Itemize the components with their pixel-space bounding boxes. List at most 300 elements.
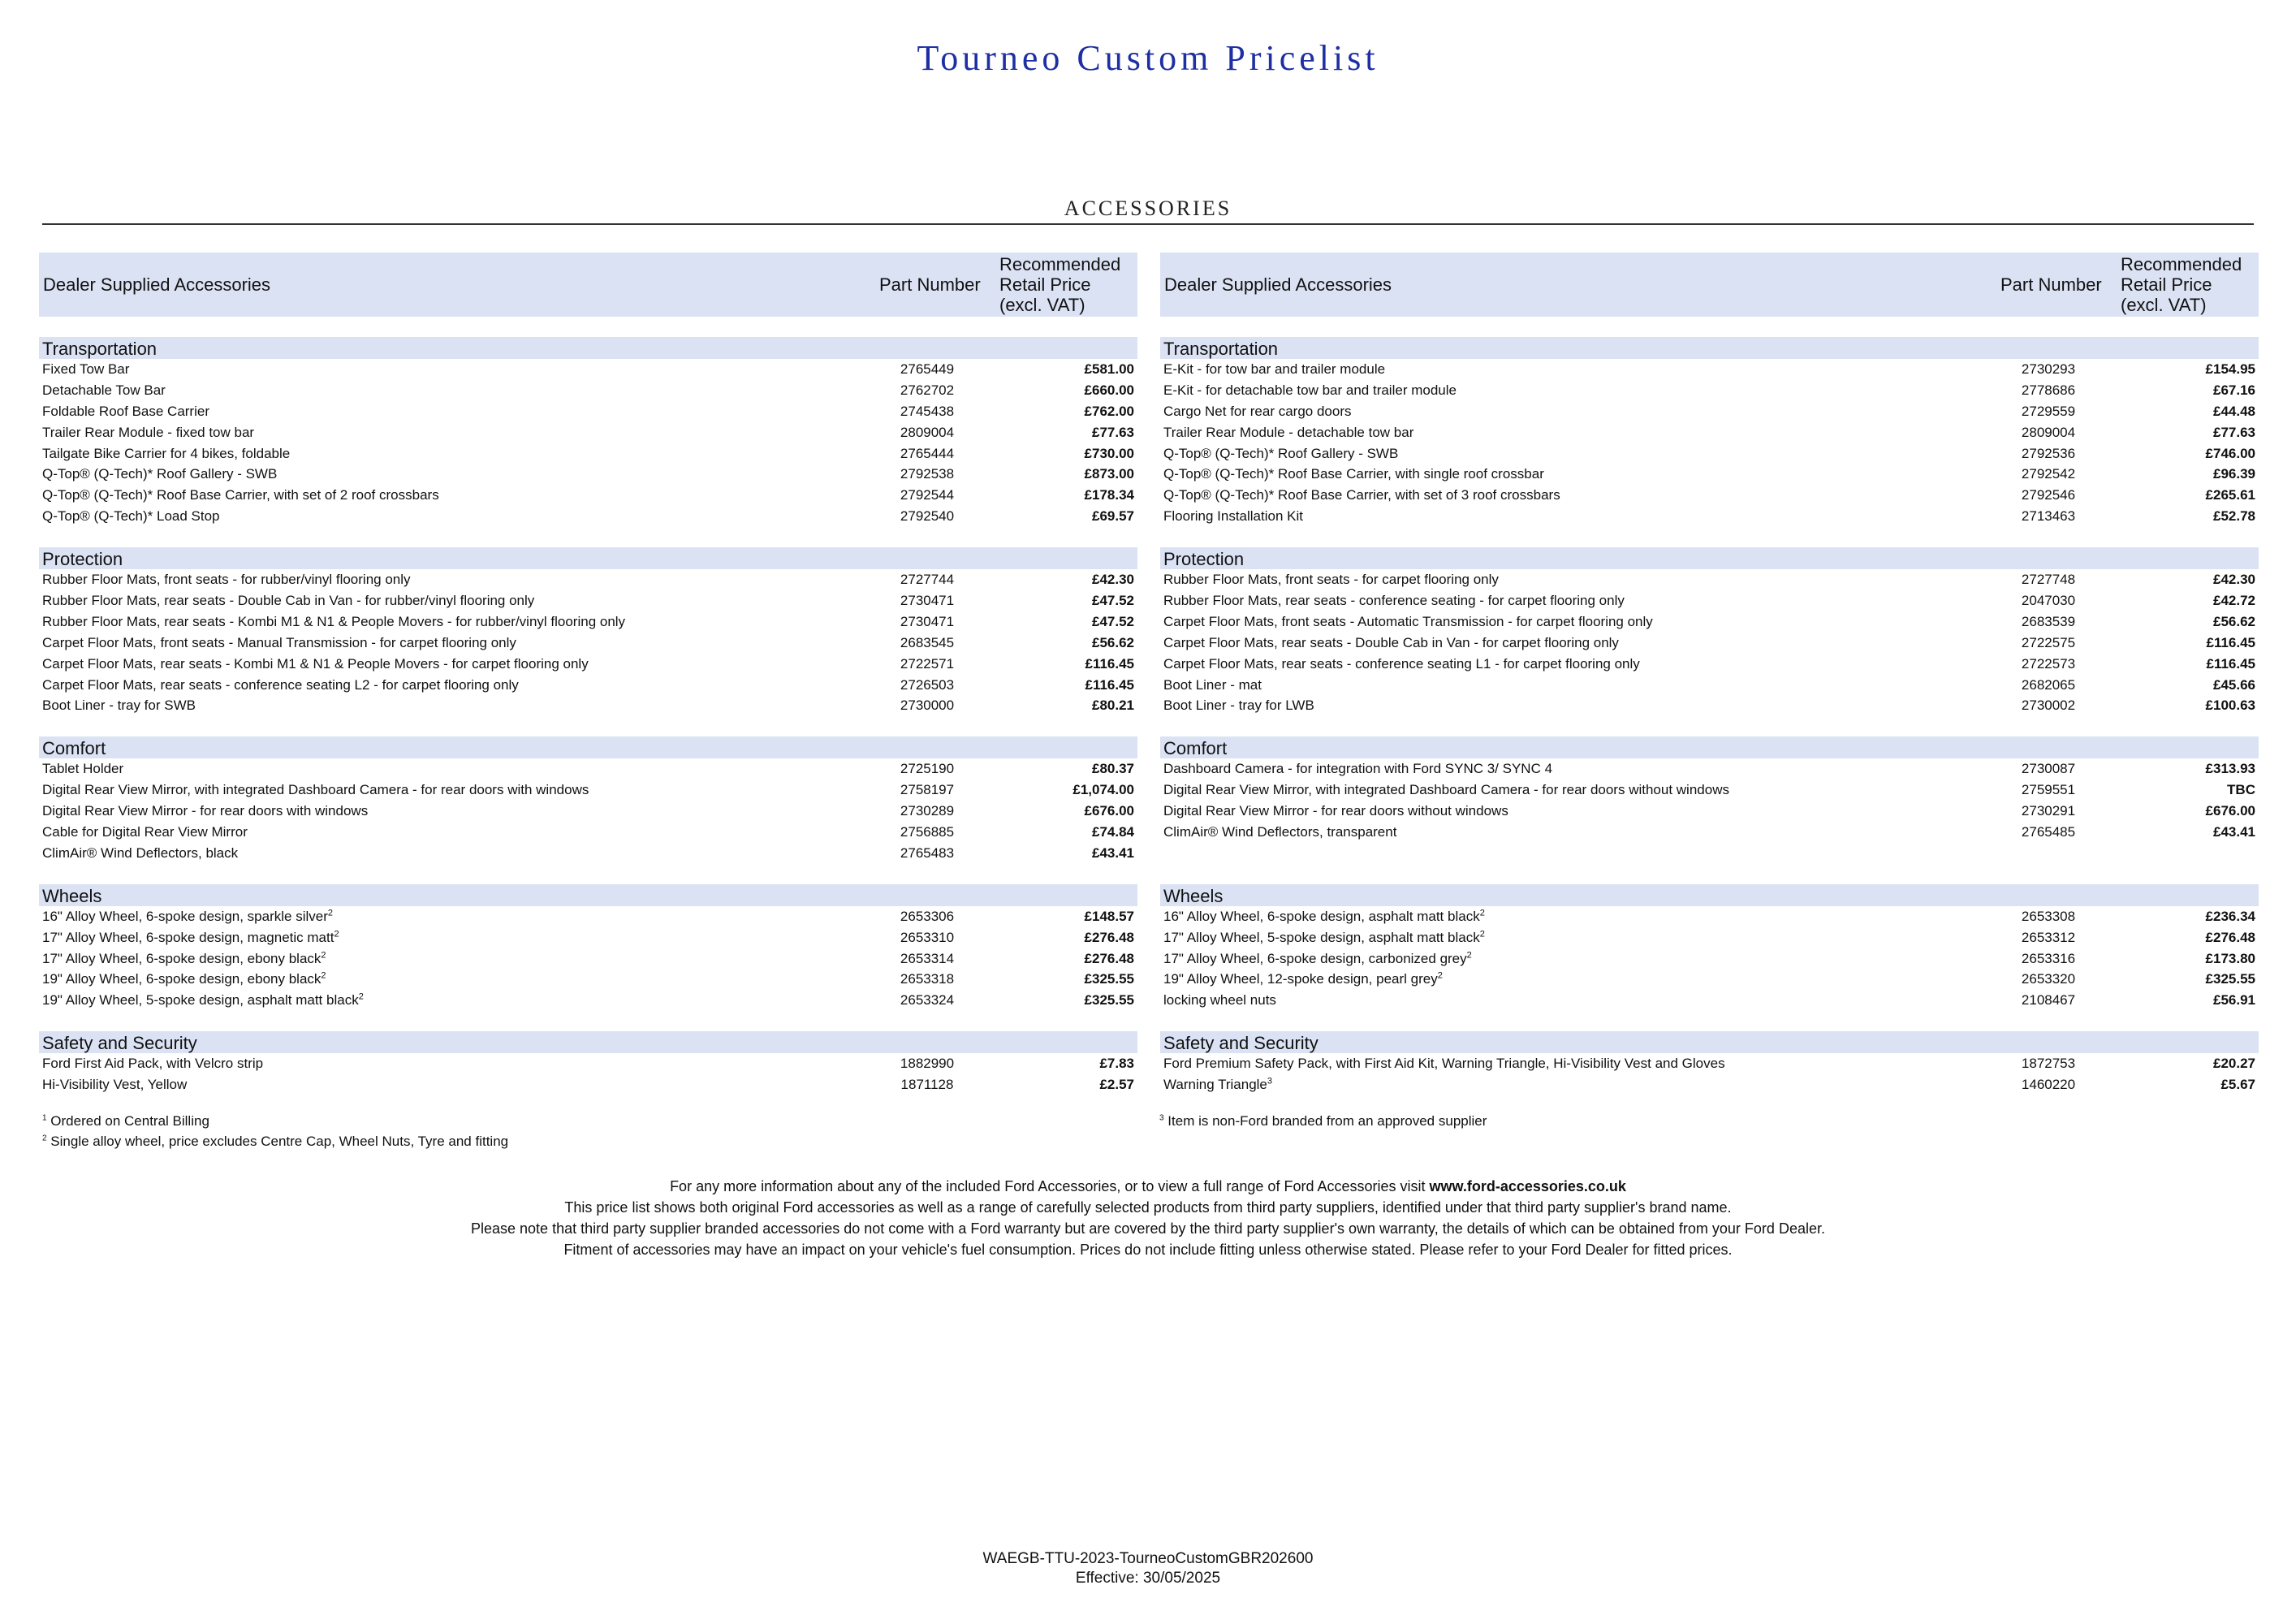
item-description-text: Fixed Tow Bar [42, 361, 130, 377]
price: £7.83 [1099, 1056, 1134, 1072]
part-number: 2792544 [900, 487, 955, 503]
item-description [39, 443, 874, 464]
group-safety-and-security [1160, 1031, 2259, 1095]
part-number: 2730291 [2021, 803, 2076, 819]
table-row [39, 1053, 1137, 1074]
group-heading: Safety and Security [39, 1031, 1137, 1053]
footnote-mark: 3 [1159, 1113, 1164, 1123]
item-description-text: Carpet Floor Mats, rear seats - conference seating L2 - for carpet flooring only [42, 676, 519, 693]
part-number: 1882990 [900, 1056, 955, 1072]
item-description [39, 906, 874, 927]
price: £56.91 [2213, 992, 2255, 1009]
price: £45.66 [2213, 676, 2255, 693]
price: £20.27 [2213, 1056, 2255, 1072]
item-description [39, 780, 874, 801]
item-description-text: Q-Top® (Q-Tech)* Roof Base Carrier, with set of 2 roof crossbars [42, 487, 439, 503]
price: £276.48 [1084, 950, 1134, 966]
price: £100.63 [2205, 698, 2255, 714]
table-row [39, 485, 1137, 506]
group-heading: Comfort [39, 736, 1137, 758]
table-row [39, 654, 1137, 675]
price: £43.41 [1092, 844, 1134, 861]
item-description-text: Carpet Floor Mats, rear seats - conference seating L1 - for carpet flooring only [1163, 655, 1640, 672]
part-number: 2759551 [2021, 782, 2076, 798]
item-description-text: Tablet Holder [42, 761, 124, 777]
part-number: 2683545 [900, 634, 955, 650]
item-description [1160, 485, 1996, 506]
item-description-text: locking wheel nuts [1163, 992, 1276, 1009]
item-description [1160, 969, 1996, 990]
part-number: 2765444 [900, 445, 955, 461]
footnote-text: Ordered on Central Billing [50, 1113, 209, 1129]
table-row [1160, 1074, 2259, 1095]
item-description-text: Digital Rear View Mirror - for rear doors with windows [42, 803, 369, 819]
price: £116.45 [2206, 634, 2255, 650]
footnote [42, 1111, 1137, 1131]
part-number: 2809004 [2021, 424, 2076, 440]
footnotes-left [42, 1111, 1137, 1151]
price: £676.00 [2205, 803, 2255, 819]
item-description-text: Warning Triangle [1163, 1077, 1267, 1093]
price: £80.21 [1092, 698, 1134, 714]
price: £77.63 [1092, 424, 1134, 440]
item-description [39, 927, 874, 948]
price: £47.52 [1092, 593, 1134, 609]
item-description [39, 611, 874, 633]
table-row [1160, 948, 2259, 970]
part-number: 2653324 [900, 992, 955, 1009]
item-description [1160, 906, 1996, 927]
item-description [1160, 1053, 1996, 1074]
table-row [1160, 485, 2259, 506]
part-number: 2730087 [2021, 761, 2076, 777]
price: £52.78 [2213, 508, 2255, 525]
item-description-text: E-Kit - for detachable tow bar and trailer module [1163, 382, 1457, 398]
item-description [39, 569, 874, 590]
price: £77.63 [2213, 424, 2255, 440]
item-description-text: Detachable Tow Bar [42, 382, 166, 398]
price: £236.34 [2205, 908, 2255, 924]
item-description-text: 17" Alloy Wheel, 6-spoke design, magnetic matt [42, 929, 334, 945]
info-line: Fitment of accessories may have an impact on your vehicle's fuel consumption. Prices do not include fitting unless otherwise stated. Please refer to your Ford Dealer for fitted prices. [563, 1242, 1733, 1258]
part-number: 2792538 [900, 466, 955, 482]
item-description-text: 16" Alloy Wheel, 6-spoke design, asphalt matt black [1163, 908, 1480, 924]
part-number: 2765483 [900, 844, 955, 861]
part-number: 2727748 [2021, 572, 2076, 588]
price: £42.30 [1092, 572, 1134, 588]
part-number: 2653314 [900, 950, 955, 966]
table-row [39, 969, 1137, 990]
part-number: 2653312 [2021, 929, 2076, 945]
table-row [1160, 969, 2259, 990]
table-header [39, 253, 1137, 317]
footnote-marker: 2 [1479, 929, 1485, 939]
footnotes [42, 1111, 2254, 1151]
document-code: WAEGB-TTU-2023-TourneoCustomGBR202600 [982, 1550, 1314, 1567]
footnote-marker: 2 [358, 991, 364, 1002]
table-row [1160, 822, 2259, 843]
table-row [39, 359, 1137, 380]
item-description [39, 1053, 874, 1074]
price: £276.48 [2205, 929, 2255, 945]
table-row [1160, 780, 2259, 801]
part-number: 2727744 [900, 572, 955, 588]
group-transportation [1160, 337, 2259, 527]
table-row [39, 780, 1137, 801]
table-row [39, 401, 1137, 422]
item-description-text: Trailer Rear Module - detachable tow bar [1163, 424, 1414, 440]
item-description [1160, 464, 1996, 485]
price: £276.48 [1084, 929, 1134, 945]
item-description [39, 843, 874, 864]
footnote-marker: 2 [1437, 970, 1443, 981]
item-description-text: Carpet Floor Mats, front seats - Automatic Transmission - for carpet flooring only [1163, 613, 1653, 629]
part-number: 2713463 [2021, 508, 2076, 525]
price: £154.95 [2205, 361, 2255, 377]
item-description [1160, 758, 1996, 780]
footnote-marker: 2 [1479, 908, 1485, 918]
item-description [1160, 569, 1996, 590]
item-description-text: ClimAir® Wind Deflectors, black [42, 844, 239, 861]
part-number: 2792540 [900, 508, 955, 525]
item-description-text: 19" Alloy Wheel, 5-spoke design, asphalt matt black [42, 992, 359, 1009]
part-number: 2722575 [2021, 634, 2076, 650]
part-number: 2730289 [900, 803, 955, 819]
group-transportation [39, 337, 1137, 527]
table-row [39, 990, 1137, 1011]
item-description [1160, 1074, 1996, 1095]
part-number: 2722571 [900, 655, 955, 672]
part-number: 2653308 [2021, 908, 2076, 924]
item-description-text: Boot Liner - tray for LWB [1163, 698, 1314, 714]
footnote-marker: 2 [334, 929, 339, 939]
table-row [1160, 758, 2259, 780]
table-row [1160, 611, 2259, 633]
info-block [0, 1176, 2296, 1260]
footnote [1159, 1111, 2254, 1131]
price: £80.37 [1092, 761, 1134, 777]
footnote-text: Item is non-Ford branded from an approved supplier [1167, 1113, 1487, 1129]
item-description-text: Dashboard Camera - for integration with Ford SYNC 3/ SYNC 4 [1163, 761, 1553, 777]
group-safety-and-security [39, 1031, 1137, 1095]
price: £43.41 [2213, 824, 2255, 840]
part-number: 2778686 [2021, 382, 2076, 398]
item-description [1160, 801, 1996, 822]
price: £746.00 [2205, 445, 2255, 461]
ford-accessories-link[interactable]: www.ford-accessories.co.uk [1429, 1178, 1626, 1194]
table-row [39, 758, 1137, 780]
header-part-number: Part Number [2000, 274, 2102, 295]
item-description-text: Rubber Floor Mats, rear seats - conference seating - for carpet flooring only [1163, 593, 1625, 609]
part-number: 2809004 [900, 424, 955, 440]
item-description [1160, 927, 1996, 948]
item-description-text: 17" Alloy Wheel, 6-spoke design, ebony black [42, 950, 322, 966]
table-row [1160, 843, 2259, 864]
table-row [39, 464, 1137, 485]
table-row [1160, 654, 2259, 675]
table-row [39, 443, 1137, 464]
header-price: Recommended Retail Price (excl. VAT) [999, 254, 1121, 315]
group-protection [1160, 547, 2259, 716]
table-row [39, 906, 1137, 927]
table-row [1160, 590, 2259, 611]
item-description-text: ClimAir® Wind Deflectors, transparent [1163, 824, 1397, 840]
price: £44.48 [2213, 403, 2255, 419]
item-description-text: 17" Alloy Wheel, 6-spoke design, carbonized grey [1163, 950, 1467, 966]
price: £581.00 [1084, 361, 1134, 377]
footnote-text: Single alloy wheel, price excludes Centre Cap, Wheel Nuts, Tyre and fitting [50, 1134, 509, 1149]
footnote-mark: 2 [42, 1134, 47, 1143]
table-row [39, 590, 1137, 611]
item-description [1160, 611, 1996, 633]
section-divider [42, 223, 2254, 225]
group-heading: Transportation [1160, 337, 2259, 359]
page-title: Tourneo Custom Pricelist [917, 38, 1379, 78]
effective-date: Effective: 30/05/2025 [1075, 1570, 1221, 1587]
item-description-text: 19" Alloy Wheel, 6-spoke design, ebony black [42, 971, 322, 987]
price: £116.45 [2206, 655, 2255, 672]
item-description [1160, 359, 1996, 380]
part-number: 2756885 [900, 824, 955, 840]
right-table [1160, 253, 2259, 1095]
group-heading: Comfort [1160, 736, 2259, 758]
part-number: 2765485 [2021, 824, 2076, 840]
item-description-text: Q-Top® (Q-Tech)* Roof Base Carrier, with single roof crossbar [1163, 466, 1544, 482]
table-row [39, 843, 1137, 864]
table-row [1160, 401, 2259, 422]
info-line [0, 1176, 2296, 1197]
item-description [1160, 380, 1996, 401]
item-description-text: Carpet Floor Mats, front seats - Manual Transmission - for carpet flooring only [42, 634, 516, 650]
table-row [39, 611, 1137, 633]
item-description [1160, 590, 1996, 611]
item-description-text: Ford First Aid Pack, with Velcro strip [42, 1056, 264, 1072]
item-description-text: Cable for Digital Rear View Mirror [42, 824, 248, 840]
header-part-number: Part Number [879, 274, 981, 295]
table-row [1160, 464, 2259, 485]
info-line: This price list shows both original Ford accessories as well as a range of carefully selected products from third party suppliers, identified under that third party supplier's brand name. [564, 1199, 1732, 1216]
item-description-text: Q-Top® (Q-Tech)* Roof Gallery - SWB [42, 466, 278, 482]
table-row [39, 675, 1137, 696]
price: TBC [2227, 782, 2255, 798]
item-description-text: Rubber Floor Mats, front seats - for carpet flooring only [1163, 572, 1499, 588]
document-code-block [0, 1549, 2296, 1588]
price: £178.34 [1084, 487, 1134, 503]
group-protection [39, 547, 1137, 716]
group-heading: Safety and Security [1160, 1031, 2259, 1053]
section-title: ACCESSORIES [1064, 197, 1232, 220]
group-wheels [39, 884, 1137, 1011]
part-number: 2653316 [2021, 950, 2076, 966]
group-heading: Transportation [39, 337, 1137, 359]
item-description-text: Tailgate Bike Carrier for 4 bikes, foldable [42, 445, 291, 461]
table-row [39, 695, 1137, 716]
footnote-mark: 1 [42, 1113, 47, 1123]
item-description-text: Boot Liner - mat [1163, 676, 1262, 693]
price: £148.57 [1084, 908, 1134, 924]
price: £762.00 [1084, 403, 1134, 419]
item-description [39, 1074, 874, 1095]
part-number: 2792542 [2021, 466, 2076, 482]
price: £676.00 [1084, 803, 1134, 819]
price: £660.00 [1084, 382, 1134, 398]
group-heading: Protection [1160, 547, 2259, 569]
table-row [1160, 380, 2259, 401]
item-description [39, 822, 874, 843]
item-description [1160, 422, 1996, 443]
part-number: 2108467 [2021, 992, 2076, 1009]
part-number: 1460220 [2021, 1077, 2076, 1093]
item-description-text: 17" Alloy Wheel, 5-spoke design, asphalt matt black [1163, 929, 1480, 945]
table-row [1160, 422, 2259, 443]
price: £116.45 [1085, 655, 1134, 672]
part-number: 2792546 [2021, 487, 2076, 503]
price: £1,074.00 [1072, 782, 1134, 798]
item-description-text: Q-Top® (Q-Tech)* Roof Gallery - SWB [1163, 445, 1399, 461]
part-number: 2653318 [900, 971, 955, 987]
part-number: 2683539 [2021, 613, 2076, 629]
group-heading: Wheels [39, 884, 1137, 906]
part-number: 2730002 [2021, 698, 2076, 714]
item-description-text: Cargo Net for rear cargo doors [1163, 403, 1352, 419]
table-row [1160, 695, 2259, 716]
part-number: 1871128 [900, 1077, 954, 1093]
table-row [39, 569, 1137, 590]
price: £56.62 [1092, 634, 1134, 650]
part-number: 2730293 [2021, 361, 2076, 377]
footnote-marker: 2 [1466, 949, 1472, 960]
price: £67.16 [2213, 382, 2255, 398]
table-header [1160, 253, 2259, 317]
part-number: 2758197 [900, 782, 955, 798]
item-description [39, 422, 874, 443]
price: £116.45 [1085, 676, 1134, 693]
item-description [39, 990, 874, 1011]
item-description [39, 969, 874, 990]
footnote-marker: 3 [1267, 1076, 1272, 1086]
table-row [1160, 675, 2259, 696]
part-number: 2653306 [900, 908, 955, 924]
price: £42.72 [2213, 593, 2255, 609]
price: £2.57 [1099, 1077, 1134, 1093]
item-description [1160, 780, 1996, 801]
item-description [39, 675, 874, 696]
item-description-text: Trailer Rear Module - fixed tow bar [42, 424, 255, 440]
group-comfort [1160, 736, 2259, 863]
item-description [39, 695, 874, 716]
price: £313.93 [2205, 761, 2255, 777]
item-description-text: Digital Rear View Mirror, with integrated Dashboard Camera - for rear doors without windows [1163, 782, 1729, 798]
part-number: 2762702 [900, 382, 955, 398]
item-description-text: Rubber Floor Mats, rear seats - Double Cab in Van - for rubber/vinyl flooring only [42, 593, 535, 609]
table-row [39, 822, 1137, 843]
price: £47.52 [1092, 613, 1134, 629]
part-number: 2653320 [2021, 971, 2076, 987]
part-number: 2047030 [2021, 593, 2076, 609]
table-row [39, 801, 1137, 822]
item-description-text: 19" Alloy Wheel, 12-spoke design, pearl grey [1163, 971, 1438, 987]
footnotes-right [1159, 1111, 2254, 1151]
item-description [1160, 633, 1996, 654]
info-text: For any more information about any of the included Ford Accessories, or to view a full range of Ford Accessories visit [670, 1178, 1430, 1194]
footnote-marker: 2 [327, 908, 333, 918]
info-line: Please note that third party supplier branded accessories do not come with a Ford warranty but are covered by the third party supplier's own warranty, the details of which can be obtained from your Ford Dealer. [471, 1220, 1825, 1237]
item-description [1160, 822, 1996, 843]
group-heading: Protection [39, 547, 1137, 569]
price: £325.55 [1084, 992, 1134, 1009]
part-number: 2730471 [900, 593, 955, 609]
price: £56.62 [2213, 613, 2255, 629]
footnote [42, 1131, 1137, 1151]
item-description-text: Foldable Roof Base Carrier [42, 403, 209, 419]
part-number: 2722573 [2021, 655, 2076, 672]
item-description [39, 758, 874, 780]
left-table [39, 253, 1137, 1095]
item-description-text: Digital Rear View Mirror, with integrated Dashboard Camera - for rear doors with windows [42, 782, 589, 798]
price: £173.80 [2205, 950, 2255, 966]
item-description [1160, 443, 1996, 464]
table-row [1160, 1053, 2259, 1074]
item-description-text: Carpet Floor Mats, rear seats - Kombi M1 & N1 & People Movers - for carpet flooring only [42, 655, 589, 672]
table-row [1160, 927, 2259, 948]
group-comfort [39, 736, 1137, 863]
price: £42.30 [2213, 572, 2255, 588]
item-description [39, 801, 874, 822]
item-description [39, 654, 874, 675]
price: £265.61 [2205, 487, 2255, 503]
item-description [39, 590, 874, 611]
table-row [1160, 506, 2259, 527]
item-description [1160, 948, 1996, 970]
header-description: Dealer Supplied Accessories [43, 274, 271, 295]
item-description [39, 485, 874, 506]
group-wheels [1160, 884, 2259, 1011]
table-row [1160, 443, 2259, 464]
item-description-text: Digital Rear View Mirror - for rear doors without windows [1163, 803, 1508, 819]
item-description-text: Carpet Floor Mats, rear seats - Double Cab in Van - for carpet flooring only [1163, 634, 1619, 650]
item-description-text: Hi-Visibility Vest, Yellow [42, 1077, 188, 1093]
item-description-text: Flooring Installation Kit [1163, 508, 1303, 525]
part-number: 2730000 [900, 698, 955, 714]
item-description-text: Rubber Floor Mats, rear seats - Kombi M1 & N1 & People Movers - for rubber/vinyl flooring only [42, 613, 626, 629]
header-price: Recommended Retail Price (excl. VAT) [2121, 254, 2242, 315]
group-heading: Wheels [1160, 884, 2259, 906]
item-description [1160, 990, 1996, 1011]
price: £5.67 [2220, 1077, 2255, 1093]
item-description [1160, 675, 1996, 696]
price: £325.55 [2205, 971, 2255, 987]
price: £74.84 [1092, 824, 1134, 840]
accessories-tables [39, 253, 2259, 1095]
part-number: 2726503 [900, 676, 955, 693]
price: £96.39 [2213, 466, 2255, 482]
footnote-marker: 2 [321, 949, 326, 960]
table-row [1160, 359, 2259, 380]
part-number: 1872753 [2021, 1056, 2076, 1072]
footnote-marker: 2 [321, 970, 326, 981]
item-description [39, 506, 874, 527]
item-description [39, 464, 874, 485]
part-number: 2725190 [900, 761, 955, 777]
item-description [1160, 654, 1996, 675]
table-row [39, 948, 1137, 970]
item-description [1160, 506, 1996, 527]
part-number: 2765449 [900, 361, 955, 377]
price: £325.55 [1084, 971, 1134, 987]
table-row [39, 506, 1137, 527]
part-number: 2729559 [2021, 403, 2076, 419]
table-row [39, 633, 1137, 654]
